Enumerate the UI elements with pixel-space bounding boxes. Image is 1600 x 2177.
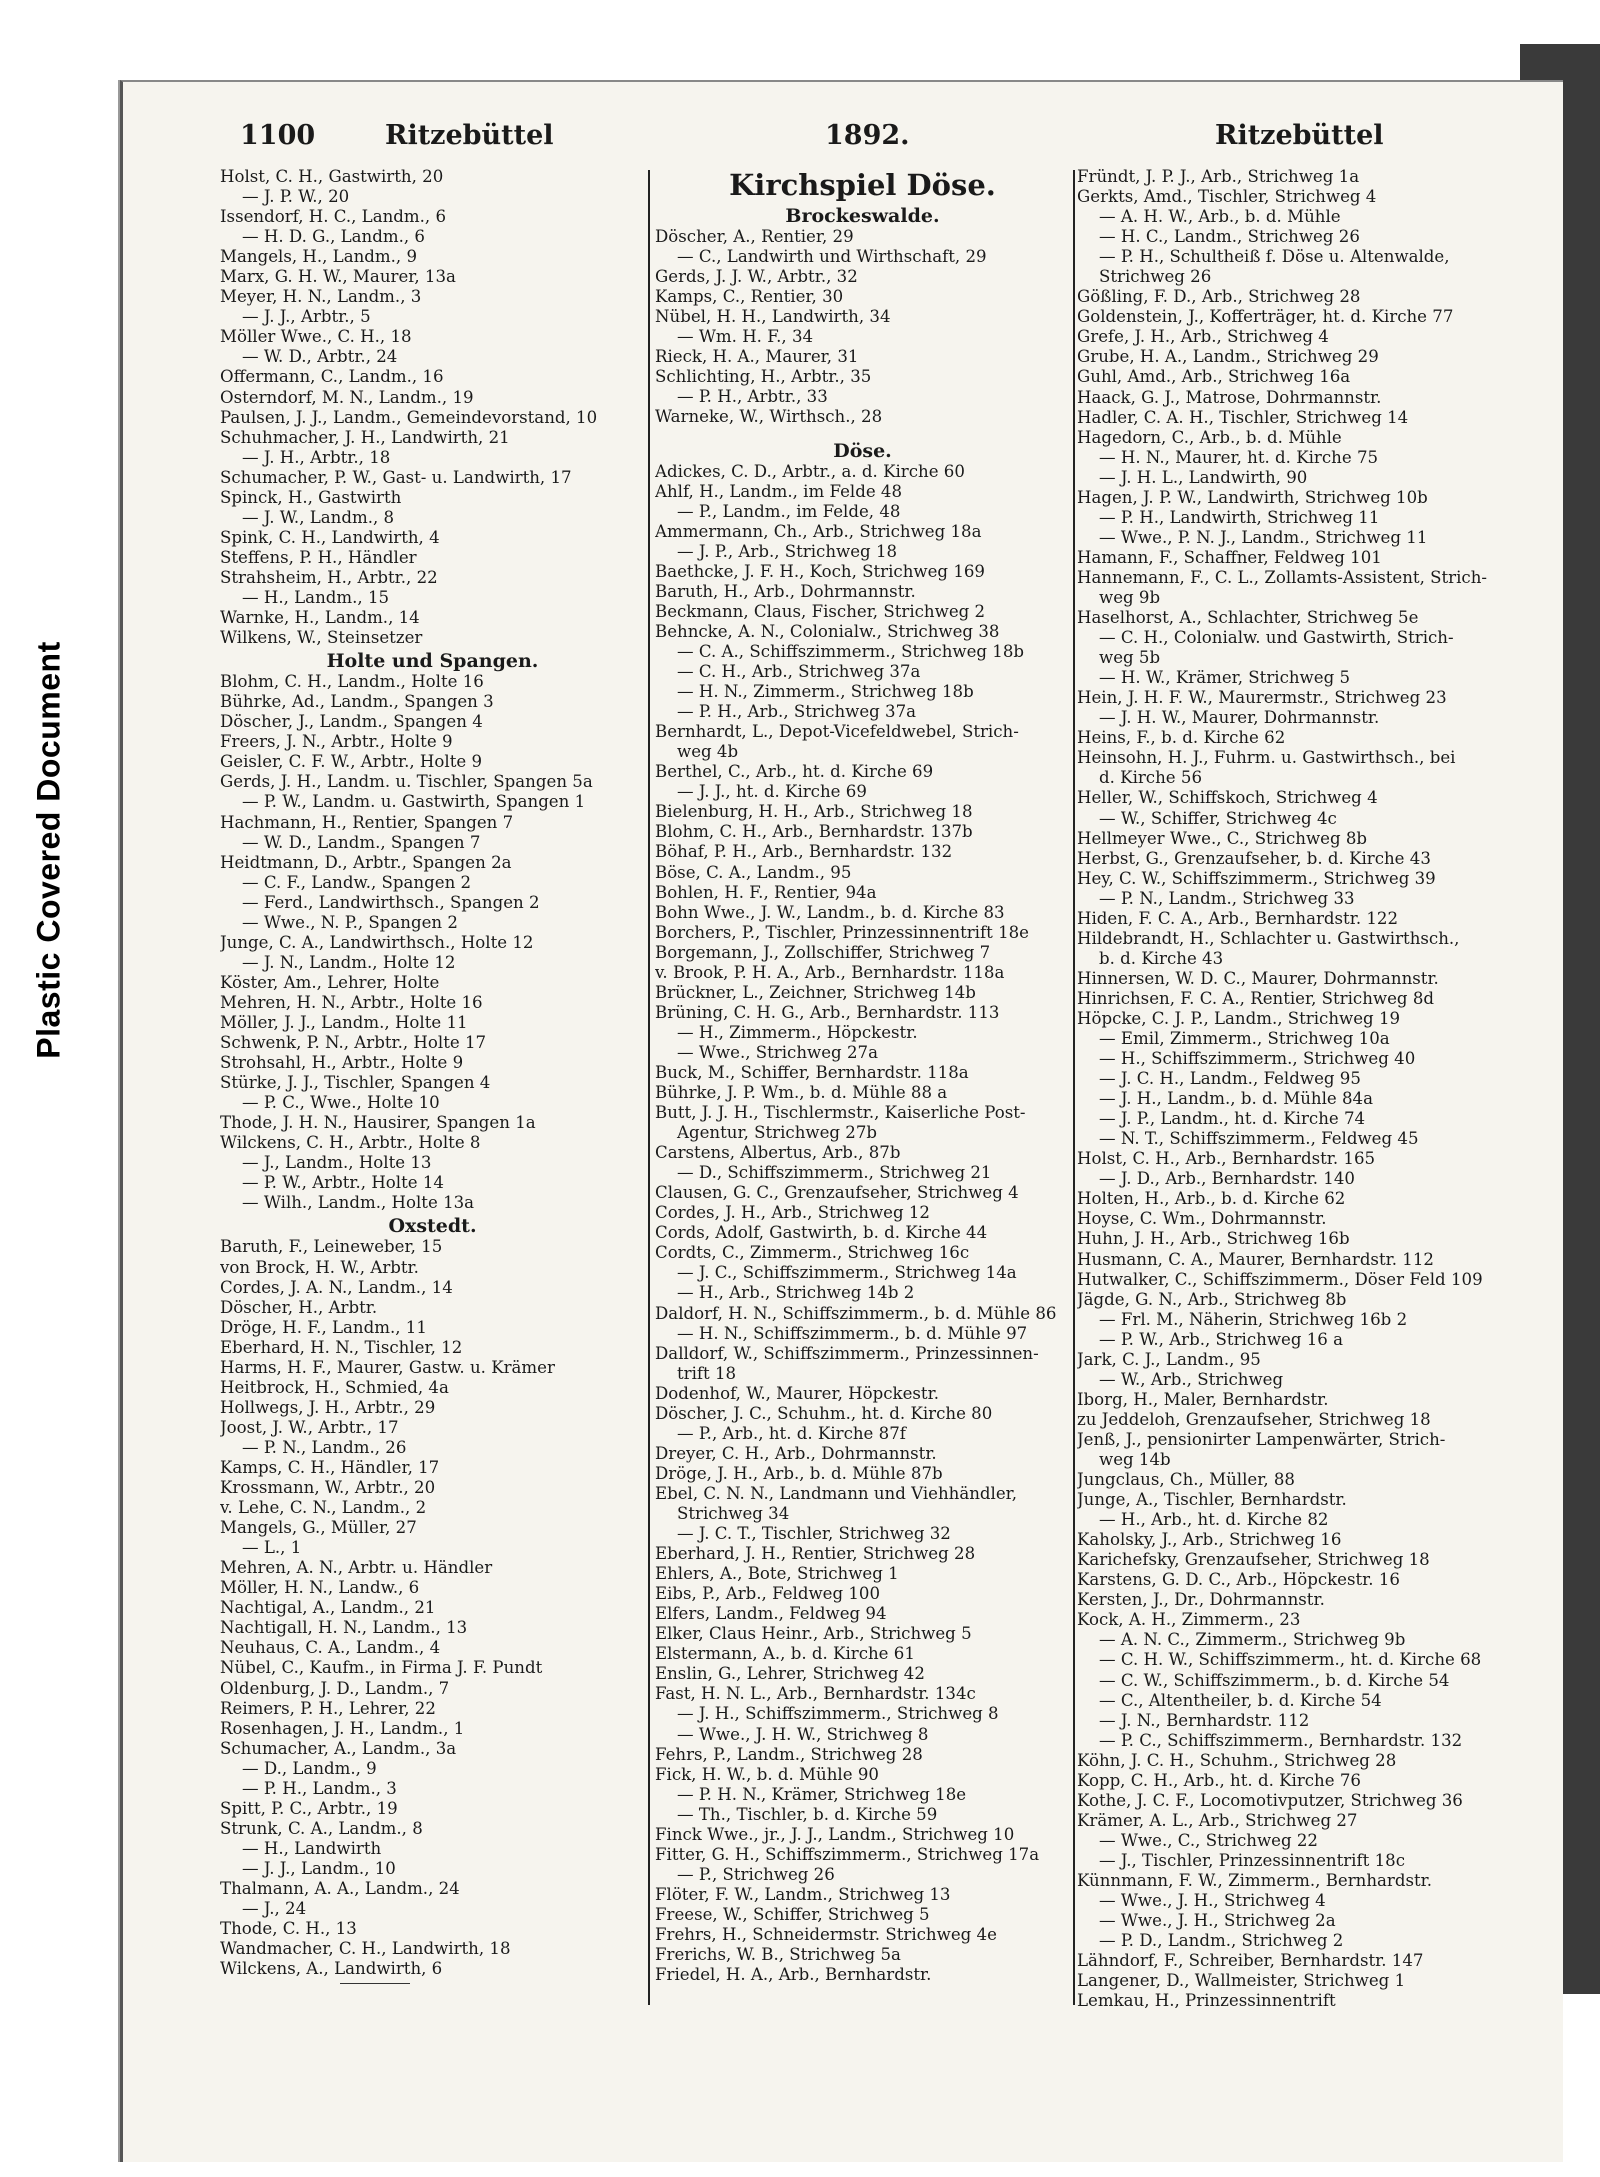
directory-entry: Schumacher, A., Landm., 3a xyxy=(220,1738,457,1758)
directory-entry: Freers, J. N., Arbtr., Holte 9 xyxy=(220,732,453,752)
directory-entry: Agentur, Strichweg 27b xyxy=(677,1123,878,1143)
directory-entry: — H., Arb., Strichweg 14b 2 xyxy=(677,1283,915,1303)
directory-entry: Bührke, Ad., Landm., Spangen 3 xyxy=(220,692,494,712)
directory-entry: — H. N., Schiffszimmerm., b. d. Mühle 97 xyxy=(677,1323,1028,1343)
directory-entry: Bohlen, H. F., Rentier, 94a xyxy=(655,882,877,902)
directory-entry: v. Lehe, C. N., Landm., 2 xyxy=(220,1498,427,1518)
directory-entry: Issendorf, H. C., Landm., 6 xyxy=(220,207,447,227)
directory-entry: weg 5b xyxy=(1099,648,1161,668)
directory-entry: Lähndorf, F., Schreiber, Bernhardstr. 147 xyxy=(1077,1951,1424,1971)
directory-entry: — J. H., Schiffszimmerm., Strichweg 8 xyxy=(677,1704,999,1724)
directory-entry: Junge, A., Tischler, Bernhardstr. xyxy=(1077,1490,1347,1510)
directory-entry: — J. N., Landm., Holte 12 xyxy=(242,952,456,972)
directory-entry: Heidtmann, D., Arbtr., Spangen 2a xyxy=(220,852,512,872)
directory-entry: Wilckens, A., Landwirth, 6 xyxy=(220,1959,443,1979)
directory-entry: Cordes, J. H., Arb., Strichweg 12 xyxy=(655,1203,930,1223)
directory-entry: — J. H., Landm., b. d. Mühle 84a xyxy=(1099,1089,1373,1109)
directory-entry: — C. W., Schiffszimmerm., b. d. Kirche 54 xyxy=(1099,1670,1450,1690)
spacer xyxy=(655,428,1070,438)
directory-entry: Elker, Claus Heinr., Arb., Strichweg 5 xyxy=(655,1624,972,1644)
directory-entry: Strunk, C. A., Landm., 8 xyxy=(220,1818,423,1838)
directory-entry: Elfers, Landm., Feldweg 94 xyxy=(655,1604,887,1624)
directory-entry: Holst, C. H., Gastwirth, 20 xyxy=(220,167,444,186)
directory-entry: Karichefsky, Grenzaufseher, Strichweg 18 xyxy=(1077,1550,1430,1570)
directory-entry: Husmann, C. A., Maurer, Bernhardstr. 112 xyxy=(1077,1249,1434,1269)
directory-entry: Heller, W., Schiffskoch, Strichweg 4 xyxy=(1077,788,1378,808)
directory-entry: — P. N., Landm., 26 xyxy=(242,1437,407,1457)
directory-entry: Ehlers, A., Bote, Strichweg 1 xyxy=(655,1564,899,1584)
directory-entry: — H. N., Zimmerm., Strichweg 18b xyxy=(677,682,974,702)
directory-entry: Reimers, P. H., Lehrer, 22 xyxy=(220,1698,436,1718)
directory-entry: Eberhard, H. N., Tischler, 12 xyxy=(220,1337,463,1357)
directory-entry: — A. H. W., Arb., b. d. Mühle xyxy=(1099,207,1341,227)
directory-entry: — J. J., Arbtr., 5 xyxy=(242,307,371,327)
directory-entry: Spinck, H., Gastwirth xyxy=(220,487,402,507)
directory-entry: — J. D., Arb., Bernhardstr. 140 xyxy=(1099,1169,1355,1189)
directory-entry: Böhaf, P. H., Arb., Bernhardstr. 132 xyxy=(655,842,953,862)
directory-entry: — P. H. N., Krämer, Strichweg 18e xyxy=(677,1784,967,1804)
directory-entry: Fehrs, P., Landm., Strichweg 28 xyxy=(655,1744,923,1764)
directory-entry: Bielenburg, H. H., Arb., Strichweg 18 xyxy=(655,802,973,822)
directory-entry: — J. C. H., Landm., Feldweg 95 xyxy=(1099,1069,1361,1089)
directory-entry: — J., Landm., Holte 13 xyxy=(242,1153,432,1173)
directory-entry: Adickes, C. D., Arbtr., a. d. Kirche 60 xyxy=(655,461,965,481)
section-heading: Brockeswalde. xyxy=(785,205,940,227)
directory-entry: — Wwe., N. P., Spangen 2 xyxy=(242,912,458,932)
directory-entry: Neuhaus, C. A., Landm., 4 xyxy=(220,1638,441,1658)
directory-entry: Kopp, C. H., Arb., ht. d. Kirche 76 xyxy=(1077,1770,1361,1790)
directory-entry: Holst, C. H., Arb., Bernhardstr. 165 xyxy=(1077,1149,1376,1169)
directory-entry: Oldenburg, J. D., Landm., 7 xyxy=(220,1678,450,1698)
directory-entry: Jark, C. J., Landm., 95 xyxy=(1077,1349,1261,1369)
directory-entry: Kersten, J., Dr., Dohrmannstr. xyxy=(1077,1590,1325,1610)
directory-entry: Frehrs, H., Schneidermstr. Strichweg 4e xyxy=(655,1924,997,1944)
directory-entry: — Wwe., J. H. W., Strichweg 8 xyxy=(677,1724,929,1744)
directory-entry: Thode, J. H. N., Hausirer, Spangen 1a xyxy=(220,1113,536,1133)
column-rule xyxy=(1073,170,1075,2005)
directory-entry: Döscher, J., Landm., Spangen 4 xyxy=(220,712,483,732)
directory-entry: — J. P., Arb., Strichweg 18 xyxy=(677,541,898,561)
directory-entry: Ahlf, H., Landm., im Felde 48 xyxy=(655,481,903,501)
directory-entry: — J. P., Landm., ht. d. Kirche 74 xyxy=(1099,1109,1366,1129)
directory-entry: Cords, Adolf, Gastwirth, b. d. Kirche 44 xyxy=(655,1223,988,1243)
directory-entry: Hey, C. W., Schiffszimmerm., Strichweg 39 xyxy=(1077,868,1436,888)
directory-entry: Möller Wwe., C. H., 18 xyxy=(220,327,412,347)
directory-entry: — P. C., Schiffszimmerm., Bernhardstr. 132 xyxy=(1099,1730,1463,1750)
directory-entry: Krämer, A. L., Arb., Strichweg 27 xyxy=(1077,1810,1358,1830)
directory-entry: — W., Arb., Strichweg xyxy=(1099,1369,1284,1389)
section-title: Kirchspiel Döse. xyxy=(729,168,996,202)
directory-entry: Guhl, Amd., Arb., Strichweg 16a xyxy=(1077,367,1351,387)
plastic-covered-label: Plastic Covered Document xyxy=(30,641,67,1059)
directory-entry: Wilckens, C. H., Arbtr., Holte 8 xyxy=(220,1133,481,1153)
directory-entry: Mangels, G., Müller, 27 xyxy=(220,1518,417,1538)
directory-entry: Thode, C. H., 13 xyxy=(220,1919,357,1939)
directory-entry: Baruth, H., Arb., Dohrmannstr. xyxy=(655,581,916,601)
directory-entry: — J. J., ht. d. Kirche 69 xyxy=(677,782,867,802)
directory-entry: Jägde, G. N., Arb., Strichweg 8b xyxy=(1077,1289,1347,1309)
directory-entry: Köhn, J. C. H., Schuhm., Strichweg 28 xyxy=(1077,1750,1397,1770)
directory-entry: Borgemann, J., Zollschiffer, Strichweg 7 xyxy=(655,942,991,962)
directory-entry: Behncke, A. N., Colonialw., Strichweg 38 xyxy=(655,621,1000,641)
directory-entry: Gößling, F. D., Arb., Strichweg 28 xyxy=(1077,287,1361,307)
directory-entry: Dreyer, C. H., Arb., Dohrmannstr. xyxy=(655,1443,937,1463)
directory-entry: Steffens, P. H., Händler xyxy=(220,547,417,567)
directory-entry: Strichweg 26 xyxy=(1099,267,1212,287)
directory-entry: Marx, G. H. W., Maurer, 13a xyxy=(220,267,456,287)
directory-entry: Buck, M., Schiffer, Bernhardstr. 118a xyxy=(655,1062,969,1082)
directory-entry: Berthel, C., Arb., ht. d. Kirche 69 xyxy=(655,762,934,782)
directory-entry: Thalmann, A. A., Landm., 24 xyxy=(220,1878,460,1898)
directory-entry: Dalldorf, W., Schiffszimmerm., Prinzessinnen- xyxy=(655,1343,1039,1363)
directory-entry: Hagedorn, C., Arb., b. d. Mühle xyxy=(1077,427,1342,447)
directory-entry: Gerkts, Amd., Tischler, Strichweg 4 xyxy=(1077,187,1377,207)
directory-entry: Rosenhagen, J. H., Landm., 1 xyxy=(220,1718,465,1738)
directory-entry: Hiden, F. C. A., Arb., Bernhardstr. 122 xyxy=(1077,908,1399,928)
page-number: 1100 xyxy=(240,120,316,151)
directory-entry: Nübel, H. H., Landwirth, 34 xyxy=(655,307,891,327)
directory-entry: weg 14b xyxy=(1099,1450,1171,1469)
directory-entry: — C. H., Colonialw. und Gastwirth, Strich- xyxy=(1099,628,1454,648)
directory-entry: Dodenhof, W., Maurer, Höpckestr. xyxy=(655,1383,939,1403)
directory-entry: — W. D., Landm., Spangen 7 xyxy=(242,832,481,852)
directory-entry: Baethcke, J. F. H., Koch, Strichweg 169 xyxy=(655,561,985,581)
directory-entry: Kock, A. H., Zimmerm., 23 xyxy=(1077,1610,1301,1630)
directory-entry: Hannemann, F., C. L., Zollamts-Assistent, Strich- xyxy=(1077,567,1488,587)
directory-entry: — H. W., Krämer, Strichweg 5 xyxy=(1099,668,1351,688)
directory-entry: Lemkau, H., Prinzessinnentrift xyxy=(1077,1991,1336,2011)
directory-entry: — J. C., Schiffszimmerm., Strichweg 14a xyxy=(677,1263,1017,1283)
directory-entry: Eberhard, J. H., Rentier, Strichweg 28 xyxy=(655,1544,976,1564)
directory-entry: Geisler, C. F. W., Arbtr., Holte 9 xyxy=(220,752,483,772)
directory-entry: — P. H., Arbtr., 33 xyxy=(677,387,828,407)
directory-entry: Clausen, G. C., Grenzaufseher, Strichweg 4 xyxy=(655,1183,1019,1203)
directory-entry: — J., 24 xyxy=(242,1899,307,1919)
directory-entry: Fründt, J. P. J., Arb., Strichweg 1a xyxy=(1077,167,1360,186)
column-rule xyxy=(648,170,650,2005)
directory-entry: Strahsheim, H., Arbtr., 22 xyxy=(220,567,438,587)
right-running-title: Ritzebüttel xyxy=(1215,120,1384,151)
section-heading: Holte und Spangen. xyxy=(326,650,539,673)
directory-entry: Finck Wwe., jr., J. J., Landm., Strichweg 10 xyxy=(655,1824,1015,1844)
directory-entry: Fick, H. W., b. d. Mühle 90 xyxy=(655,1764,879,1784)
directory-entry: Heinsohn, H. J., Fuhrm. u. Gastwirthsch., bei xyxy=(1077,748,1456,768)
directory-entry: Haack, G. J., Matrose, Dohrmannstr. xyxy=(1077,387,1382,407)
directory-entry: Schwenk, P. N., Arbtr., Holte 17 xyxy=(220,1033,487,1053)
directory-entry: — P., Strichweg 26 xyxy=(677,1864,835,1884)
directory-entry: Brückner, L., Zeichner, Strichweg 14b xyxy=(655,982,976,1002)
directory-entry: Borchers, P., Tischler, Prinzessinnentrift 18e xyxy=(655,922,1029,942)
directory-entry: Schuhmacher, J. H., Landwirth, 21 xyxy=(220,427,510,447)
directory-entry: Fitter, G. H., Schiffszimmerm., Strichweg 17a xyxy=(655,1844,1040,1864)
directory-entry: Huhn, J. H., Arb., Strichweg 16b xyxy=(1077,1229,1350,1249)
directory-entry: Iborg, H., Maler, Bernhardstr. xyxy=(1077,1389,1329,1409)
directory-entry: Goldenstein, J., Kofferträger, ht. d. Kirche 77 xyxy=(1077,307,1454,327)
column-3 xyxy=(1077,167,1492,2011)
end-rule xyxy=(340,1983,410,1984)
directory-entry: — A. N. C., Zimmerm., Strichweg 9b xyxy=(1099,1630,1406,1650)
directory-entry: Hutwalker, C., Schiffszimmerm., Döser Feld 109 xyxy=(1077,1269,1483,1289)
directory-entry: Brüning, C. H. G., Arb., Bernhardstr. 113 xyxy=(655,1002,1000,1022)
directory-entry: — L., 1 xyxy=(242,1538,302,1558)
directory-entry: — J. H., Arbtr., 18 xyxy=(242,447,391,467)
directory-entry: — P., Landm., im Felde, 48 xyxy=(677,501,901,521)
directory-entry: Döscher, H., Arbtr. xyxy=(220,1297,378,1317)
directory-entry: — P. W., Landm. u. Gastwirth, Spangen 1 xyxy=(242,792,586,812)
directory-entry: Mehren, H. N., Arbtr., Holte 16 xyxy=(220,992,483,1012)
directory-entry: — H. C., Landm., Strichweg 26 xyxy=(1099,227,1360,247)
directory-entry: — J., Tischler, Prinzessinnentrift 18c xyxy=(1099,1850,1405,1870)
directory-entry: — D., Schiffszimmerm., Strichweg 21 xyxy=(677,1163,992,1183)
directory-entry: — J. C. T., Tischler, Strichweg 32 xyxy=(677,1524,951,1544)
directory-entry: Junge, C. A., Landwirthsch., Holte 12 xyxy=(220,932,534,952)
directory-entry: Gerds, J. J. W., Arbtr., 32 xyxy=(655,267,858,287)
directory-entry: Hellmeyer Wwe., C., Strichweg 8b xyxy=(1077,828,1368,848)
directory-entry: Nübel, C., Kaufm., in Firma J. F. Pundt xyxy=(220,1658,543,1678)
directory-entry: Strichweg 34 xyxy=(677,1504,790,1523)
directory-entry: Nachtigal, A., Landm., 21 xyxy=(220,1598,436,1618)
directory-entry: weg 9b xyxy=(1099,587,1161,607)
directory-entry: Döscher, J. C., Schuhm., ht. d. Kirche 80 xyxy=(655,1403,993,1423)
directory-entry: trift 18 xyxy=(677,1363,737,1383)
section-heading: Oxstedt. xyxy=(388,1215,477,1238)
directory-entry: — Wwe., J. H., Strichweg 4 xyxy=(1099,1891,1326,1911)
directory-entry: Ebel, C. N. N., Landmann und Viehhändler, xyxy=(655,1483,1018,1503)
directory-entry: Jenß, J., pensionirter Lampenwärter, Strich- xyxy=(1077,1429,1446,1449)
column-2 xyxy=(655,167,1070,1985)
directory-entry: Hachmann, H., Rentier, Spangen 7 xyxy=(220,812,514,832)
directory-entry: Heins, F., b. d. Kirche 62 xyxy=(1077,728,1286,748)
directory-entry: — H., Zimmerm., Höpckestr. xyxy=(677,1022,918,1042)
column-1 xyxy=(220,167,645,1984)
directory-entry: Herbst, G., Grenzaufseher, b. d. Kirche 43 xyxy=(1077,848,1431,868)
directory-entry: Blohm, C. H., Arb., Bernhardstr. 137b xyxy=(655,822,973,842)
directory-entry: Nachtigall, H. N., Landm., 13 xyxy=(220,1618,468,1638)
directory-entry: Friedel, H. A., Arb., Bernhardstr. xyxy=(655,1965,932,1985)
section-heading: Döse. xyxy=(833,439,892,462)
directory-entry: — Ferd., Landwirthsch., Spangen 2 xyxy=(242,892,540,912)
directory-entry: Freese, W., Schiffer, Strichweg 5 xyxy=(655,1904,930,1924)
left-running-title: Ritzebüttel xyxy=(385,120,554,151)
directory-entry: Wilkens, W., Steinsetzer xyxy=(220,628,423,648)
directory-entry: Kaholsky, J., Arb., Strichweg 16 xyxy=(1077,1530,1342,1550)
directory-entry: Künnmann, F. W., Zimmerm., Bernhardstr. xyxy=(1077,1870,1433,1890)
directory-entry: Jungclaus, Ch., Müller, 88 xyxy=(1077,1470,1295,1490)
directory-entry: Schumacher, P. W., Gast- u. Landwirth, 17 xyxy=(220,467,572,487)
directory-entry: Wandmacher, C. H., Landwirth, 18 xyxy=(220,1939,511,1959)
directory-entry: Strohsahl, H., Arbtr., Holte 9 xyxy=(220,1053,464,1073)
directory-entry: Meyer, H. N., Landm., 3 xyxy=(220,287,422,307)
directory-entry: Holten, H., Arb., b. d. Kirche 62 xyxy=(1077,1189,1346,1209)
directory-entry: — C. F., Landw., Spangen 2 xyxy=(242,872,472,892)
directory-entry: — C. A., Schiffszimmerm., Strichweg 18b xyxy=(677,641,1025,661)
directory-entry: — Frl. M., Näherin, Strichweg 16b 2 xyxy=(1099,1309,1408,1329)
directory-entry: Mangels, H., Landm., 9 xyxy=(220,247,418,267)
directory-entry: Enslin, G., Lehrer, Strichweg 42 xyxy=(655,1664,925,1684)
directory-entry: Haselhorst, A., Schlachter, Strichweg 5e xyxy=(1077,608,1419,628)
directory-entry: — J. N., Bernhardstr. 112 xyxy=(1099,1710,1310,1730)
directory-entry: Mehren, A. N., Arbtr. u. Händler xyxy=(220,1558,493,1578)
directory-entry: — W., Schiffer, Strichweg 4c xyxy=(1099,808,1337,828)
directory-entry: v. Brook, P. H. A., Arb., Bernhardstr. 118a xyxy=(655,962,1005,982)
directory-entry: Kamps, C. H., Händler, 17 xyxy=(220,1458,440,1477)
directory-entry: — D., Landm., 9 xyxy=(242,1758,377,1778)
directory-entry: Möller, H. N., Landw., 6 xyxy=(220,1578,420,1598)
directory-entry: Daldorf, H. N., Schiffszimmerm., b. d. Mühle 86 xyxy=(655,1303,1057,1323)
directory-entry: — C., Altentheiler, b. d. Kirche 54 xyxy=(1099,1690,1382,1710)
directory-entry: Dröge, H. F., Landm., 11 xyxy=(220,1317,427,1337)
directory-entry: — J. H. W., Maurer, Dohrmannstr. xyxy=(1099,708,1380,728)
directory-entry: Rieck, H. A., Maurer, 31 xyxy=(655,347,859,367)
directory-entry: Butt, J. J. H., Tischlermstr., Kaiserliche Post- xyxy=(655,1103,1026,1123)
directory-entry: Frerichs, W. B., Strichweg 5a xyxy=(655,1945,901,1965)
directory-entry: zu Jeddeloh, Grenzaufseher, Strichweg 18 xyxy=(1077,1409,1431,1429)
directory-entry: Köster, Am., Lehrer, Holte xyxy=(220,972,440,992)
directory-entry: Gerds, J. H., Landm. u. Tischler, Spangen 5a xyxy=(220,772,593,792)
directory-entry: Heitbrock, H., Schmied, 4a xyxy=(220,1377,449,1397)
directory-entry: — J. P. W., 20 xyxy=(242,187,350,207)
directory-entry: Dröge, J. H., Arb., b. d. Mühle 87b xyxy=(655,1463,943,1483)
directory-entry: — N. T., Schiffszimmerm., Feldweg 45 xyxy=(1099,1129,1419,1149)
directory-entry: — P. C., Wwe., Holte 10 xyxy=(242,1093,440,1113)
directory-entry: Grefe, J. H., Arb., Strichweg 4 xyxy=(1077,327,1329,347)
directory-entry: Flöter, F. W., Landm., Strichweg 13 xyxy=(655,1884,951,1904)
directory-entry: — H., Landm., 15 xyxy=(242,587,390,607)
directory-entry: Elstermann, A., b. d. Kirche 61 xyxy=(655,1644,915,1664)
directory-entry: Warnke, H., Landm., 14 xyxy=(220,608,420,628)
directory-entry: b. d. Kirche 43 xyxy=(1099,948,1224,968)
directory-entry: Carstens, Albertus, Arb., 87b xyxy=(655,1143,901,1163)
directory-entry: — C., Landwirth und Wirthschaft, 29 xyxy=(677,247,987,267)
directory-entry: Blohm, C. H., Landm., Holte 16 xyxy=(220,672,484,692)
directory-entry: Langener, D., Wallmeister, Strichweg 1 xyxy=(1077,1971,1406,1991)
directory-entry: — P. H., Schultheiß f. Döse u. Altenwalde, xyxy=(1099,247,1450,267)
directory-entry: — H., Landwirth xyxy=(242,1838,382,1858)
directory-entry: Hein, J. H. F. W., Maurermstr., Strichweg 23 xyxy=(1077,688,1447,708)
directory-entry: Kothe, J. C. F., Locomotivputzer, Strichweg 36 xyxy=(1077,1790,1463,1810)
directory-entry: — P. D., Landm., Strichweg 2 xyxy=(1099,1931,1344,1951)
directory-entry: von Brock, H. W., Arbtr. xyxy=(220,1257,419,1277)
directory-entry: — J. J., Landm., 10 xyxy=(242,1858,396,1878)
directory-entry: Hagen, J. P. W., Landwirth, Strichweg 10b xyxy=(1077,487,1428,507)
directory-entry: Höpcke, C. J. P., Landm., Strichweg 19 xyxy=(1077,1008,1401,1028)
directory-entry: — H., Schiffszimmerm., Strichweg 40 xyxy=(1099,1049,1416,1069)
year-heading: 1892. xyxy=(825,120,910,151)
directory-entry: Hamann, F., Schaffner, Feldweg 101 xyxy=(1077,547,1382,567)
directory-entry: Baruth, F., Leineweber, 15 xyxy=(220,1237,443,1257)
directory-entry: Döscher, A., Rentier, 29 xyxy=(655,227,854,247)
directory-entry: — Wwe., C., Strichweg 22 xyxy=(1099,1830,1318,1850)
directory-entry: Hollwegs, J. H., Arbtr., 29 xyxy=(220,1397,436,1417)
directory-entry: Spink, C. H., Landwirth, 4 xyxy=(220,527,440,547)
directory-entry: Grube, H. A., Landm., Strichweg 29 xyxy=(1077,347,1379,367)
directory-entry: Osterndorf, M. N., Landm., 19 xyxy=(220,387,474,407)
directory-entry: — W. D., Arbtr., 24 xyxy=(242,347,398,367)
directory-entry: — P., Arb., ht. d. Kirche 87f xyxy=(677,1423,906,1443)
directory-entry: Böse, C. A., Landm., 95 xyxy=(655,862,852,882)
directory-entry: Hadler, C. A. H., Tischler, Strichweg 14 xyxy=(1077,407,1409,427)
directory-entry: Spitt, P. C., Arbtr., 19 xyxy=(220,1798,398,1818)
directory-entry: — P. W., Arbtr., Holte 14 xyxy=(242,1173,444,1193)
directory-entry: Eibs, P., Arb., Feldweg 100 xyxy=(655,1584,881,1604)
directory-entry: Paulsen, J. J., Landm., Gemeindevorstand, 10 xyxy=(220,407,598,427)
directory-entry: Hinnersen, W. D. C., Maurer, Dohrmannstr. xyxy=(1077,968,1439,988)
directory-entry: Bührke, J. P. Wm., b. d. Mühle 88 a xyxy=(655,1083,948,1103)
directory-entry: — C. H. W., Schiffszimmerm., ht. d. Kirche 68 xyxy=(1099,1650,1482,1670)
directory-entry: Karstens, G. D. C., Arb., Höpckestr. 16 xyxy=(1077,1570,1400,1590)
directory-entry: — Wwe., J. H., Strichweg 2a xyxy=(1099,1911,1336,1931)
directory-entry: Schlichting, H., Arbtr., 35 xyxy=(655,367,872,387)
directory-entry: d. Kirche 56 xyxy=(1099,768,1202,788)
directory-entry: Hoyse, C. Wm., Dohrmannstr. xyxy=(1077,1209,1327,1229)
directory-entry: — J. H. L., Landwirth, 90 xyxy=(1099,467,1308,487)
directory-entry: Warneke, W., Wirthsch., 28 xyxy=(655,407,883,427)
directory-entry: Harms, H. F., Maurer, Gastw. u. Krämer xyxy=(220,1357,555,1377)
directory-entry: — Th., Tischler, b. d. Kirche 59 xyxy=(677,1804,938,1824)
directory-entry: Bohn Wwe., J. W., Landm., b. d. Kirche 83 xyxy=(655,902,1005,922)
directory-entry: Cordes, J. A. N., Landm., 14 xyxy=(220,1277,453,1297)
directory-entry: Offermann, C., Landm., 16 xyxy=(220,367,444,387)
directory-entry: — Emil, Zimmerm., Strichweg 10a xyxy=(1099,1029,1390,1049)
directory-entry: Cordts, C., Zimmerm., Strichweg 16c xyxy=(655,1243,970,1263)
directory-entry: Ammermann, Ch., Arb., Strichweg 18a xyxy=(655,521,982,541)
directory-entry: — Wwe., P. N. J., Landm., Strichweg 11 xyxy=(1099,527,1428,547)
directory-entry: — P. H., Landm., 3 xyxy=(242,1778,397,1798)
directory-entry: Hinrichsen, F. C. A., Rentier, Strichweg 8d xyxy=(1077,988,1435,1008)
directory-entry: Kamps, C., Rentier, 30 xyxy=(655,287,844,307)
directory-entry: Fast, H. N. L., Arb., Bernhardstr. 134c xyxy=(655,1684,976,1704)
directory-entry: — C. H., Arb., Strichweg 37a xyxy=(677,662,921,682)
directory-entry: Krossmann, W., Arbtr., 20 xyxy=(220,1478,436,1498)
directory-entry: — Wilh., Landm., Holte 13a xyxy=(242,1193,475,1213)
directory-entry: — P. H., Arb., Strichweg 37a xyxy=(677,702,917,722)
directory-entry: Joost, J. W., Arbtr., 17 xyxy=(220,1417,399,1437)
directory-entry: — H. D. G., Landm., 6 xyxy=(242,227,425,247)
directory-entry: — H., Arb., ht. d. Kirche 82 xyxy=(1099,1510,1329,1530)
directory-entry: Beckmann, Claus, Fischer, Strichweg 2 xyxy=(655,601,986,621)
directory-entry: Stürke, J. J., Tischler, Spangen 4 xyxy=(220,1073,491,1093)
directory-entry: — P. N., Landm., Strichweg 33 xyxy=(1099,888,1355,908)
directory-entry: — P. H., Landwirth, Strichweg 11 xyxy=(1099,507,1380,527)
directory-entry: weg 4b xyxy=(677,742,739,762)
directory-entry: — P. W., Arb., Strichweg 16 a xyxy=(1099,1329,1344,1349)
directory-entry: — H. N., Maurer, ht. d. Kirche 75 xyxy=(1099,447,1379,467)
directory-entry: Möller, J. J., Landm., Holte 11 xyxy=(220,1012,468,1032)
directory-entry: — Wwe., Strichweg 27a xyxy=(677,1042,878,1062)
directory-entry: — J. W., Landm., 8 xyxy=(242,507,395,527)
directory-entry: Hildebrandt, H., Schlachter u. Gastwirthsch., xyxy=(1077,928,1460,948)
directory-entry: — Wm. H. F., 34 xyxy=(677,327,814,347)
directory-entry: Bernhardt, L., Depot-Vicefeldwebel, Strich- xyxy=(655,722,1019,742)
